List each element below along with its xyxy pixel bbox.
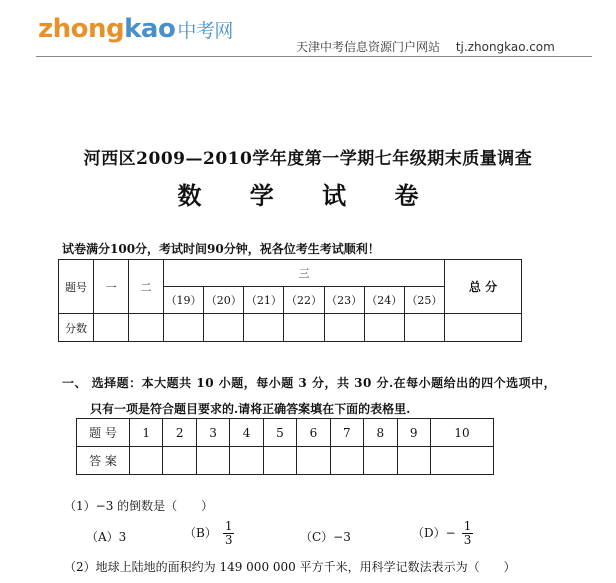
- paper-subtitle: 数 学 试 卷: [177, 181, 439, 210]
- section1-heading: 一、 选择题：本大题共 10 小题，每小题 3 分，共 30 分.在每小题给出的四个选项中，: [62, 376, 557, 390]
- zhongkao-logo[interactable]: [38, 14, 233, 44]
- section1-heading-cont: 只有一项是符合题目要求的.请将正确答案填在下面的表格里.: [90, 402, 411, 416]
- question-1-option-a: （A）3: [86, 530, 127, 544]
- site-header: [0, 0, 616, 56]
- site-info: [296, 38, 555, 55]
- question-number: 7: [330, 419, 363, 447]
- question-number: 1: [130, 419, 163, 447]
- question-number: 3: [196, 419, 229, 447]
- option-b-denominator: 3: [224, 533, 233, 547]
- sub-col: （25）: [404, 287, 444, 314]
- col-total: 总 分: [445, 260, 522, 314]
- question-1-option-d: [412, 520, 473, 547]
- option-d-numerator: 1: [463, 519, 472, 533]
- logo-text-cn: 中考网: [177, 20, 233, 42]
- answer-table-answer-row: [77, 447, 494, 475]
- question-1-option-b: [184, 520, 234, 547]
- answer-cell: [196, 447, 229, 475]
- score-table: [58, 259, 522, 342]
- answer-cell: [230, 447, 263, 475]
- label-answer: 答 案: [77, 447, 130, 475]
- header-divider: [36, 56, 592, 57]
- score-cell: [204, 314, 244, 342]
- logo-text-kao: kao: [124, 14, 176, 44]
- label-score: 分数: [59, 314, 94, 342]
- score-cell: [284, 314, 324, 342]
- sub-col: （23）: [324, 287, 364, 314]
- site-name: 天津中考信息资源门户网站: [296, 40, 441, 54]
- exam-note: 试卷满分100分，考试时间90分钟，祝各位考生考试顺利！: [62, 242, 380, 256]
- answer-cell: [430, 447, 493, 475]
- answer-cell: [397, 447, 430, 475]
- sub-col: （20）: [204, 287, 244, 314]
- score-cell: [364, 314, 404, 342]
- score-cell: [94, 314, 129, 342]
- question-number: 5: [263, 419, 296, 447]
- col-2: 二: [129, 260, 164, 314]
- sub-col: （19）: [164, 287, 204, 314]
- question-number: 9: [397, 419, 430, 447]
- question-1-stem: （1）−3 的倒数是（ ）: [64, 499, 214, 513]
- sub-col: （24）: [364, 287, 404, 314]
- label-question: 题 号: [77, 419, 130, 447]
- option-d-fraction: [462, 520, 474, 547]
- col-1: 一: [94, 260, 129, 314]
- answer-cell: [364, 447, 397, 475]
- score-cell: [324, 314, 364, 342]
- option-d-prefix: （D）−: [412, 526, 456, 540]
- question-number: 2: [163, 419, 196, 447]
- option-b-fraction: [223, 520, 235, 547]
- logo-text-zhong: zhong: [38, 14, 125, 44]
- answer-table: [76, 418, 494, 475]
- answer-cell: [163, 447, 196, 475]
- question-1-option-c: （C）−3: [300, 530, 351, 544]
- score-cell: [129, 314, 164, 342]
- answer-cell: [297, 447, 330, 475]
- question-2-stem: （2）地球上陆地的面积约为 149 000 000 平方千米，用科学记数法表示为（ ）: [64, 560, 516, 574]
- question-number: 10: [430, 419, 493, 447]
- score-cell: [164, 314, 204, 342]
- sub-col: （22）: [284, 287, 324, 314]
- answer-table-number-row: [77, 419, 494, 447]
- question-number: 4: [230, 419, 263, 447]
- paper-title: 河西区2009—2010学年度第一学期七年级期末质量调查: [83, 149, 533, 169]
- score-cell: [404, 314, 444, 342]
- label-question: 题号: [59, 260, 94, 314]
- answer-cell: [130, 447, 163, 475]
- answer-cell: [263, 447, 296, 475]
- score-total-cell: [445, 314, 522, 342]
- option-d-denominator: 3: [463, 533, 472, 547]
- sub-col: （21）: [244, 287, 284, 314]
- answer-cell: [330, 447, 363, 475]
- option-b-prefix: （B）: [184, 526, 217, 540]
- option-b-numerator: 1: [224, 519, 233, 533]
- col-3: 三: [164, 260, 445, 287]
- site-url[interactable]: tj.zhongkao.com: [455, 40, 555, 54]
- question-number: 6: [297, 419, 330, 447]
- score-cell: [244, 314, 284, 342]
- score-table-score-row: [59, 314, 522, 342]
- score-table-header-row: [59, 260, 522, 287]
- question-number: 8: [364, 419, 397, 447]
